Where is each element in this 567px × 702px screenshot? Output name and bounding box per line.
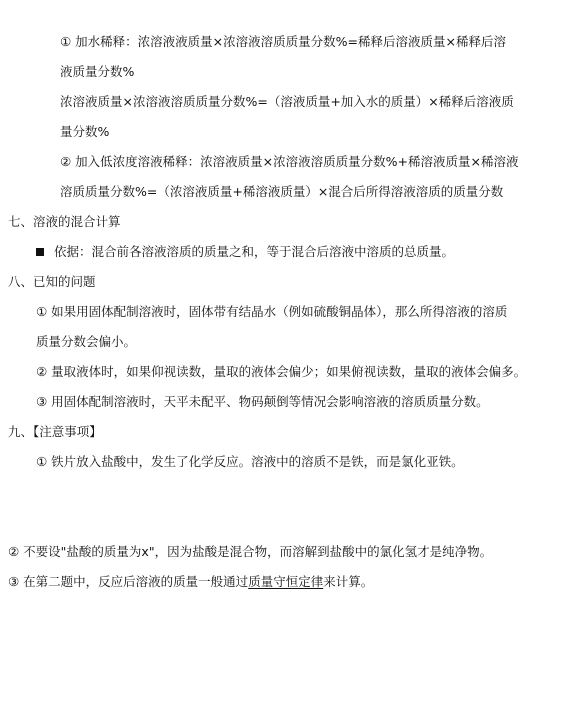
notice-3-text-before: ③ 在第二题中，反应后溶液的质量一般通过 xyxy=(8,574,249,589)
conservation-of-mass-term: 质量守恒定律 xyxy=(248,574,324,589)
notice-3 xyxy=(8,576,373,589)
dilution-solution-line-2: 溶质质量分数%=（浓溶液质量+稀溶液质量）×混合后所得溶液溶质的质量分数 xyxy=(60,184,504,199)
dilution-solution-line-1: ② 加入低浓度溶液稀释：浓溶液质量×浓溶液溶质质量分数%+稀溶液质量×稀溶液 xyxy=(60,154,519,169)
known-issue-3: ③ 用固体配制溶液时，天平未配平、物码颠倒等情况会影响溶液的溶质质量分数。 xyxy=(36,394,489,409)
dilution-water-line-2: 液质量分数% xyxy=(60,64,135,79)
square-bullet-icon xyxy=(36,248,44,256)
dilution-water-line-1: ① 加水稀释：浓溶液液质量×浓溶液溶质质量分数%=稀释后溶液质量×稀释后溶 xyxy=(60,34,506,49)
known-issue-2: ② 量取液体时，如果仰视读数，量取的液体会偏少；如果俯视读数，量取的液体会偏多。 xyxy=(36,364,527,379)
known-issue-1-line-2: 质量分数会偏小。 xyxy=(36,334,137,349)
notice-2: ② 不要设"盐酸的质量为x"，因为盐酸是混合物，而溶解到盐酸中的氯化氢才是纯净物。 xyxy=(8,544,493,559)
section-7-heading: 七、溶液的混合计算 xyxy=(8,214,121,229)
known-issue-1-line-1: ① 如果用固体配制溶液时，固体带有结晶水（例如硫酸铜晶体），那么所得溶液的溶质 xyxy=(36,304,508,319)
section-8-heading: 八、已知的问题 xyxy=(8,274,96,289)
notice-3-text-after: 来计算。 xyxy=(323,574,374,589)
section-9-heading: 九、【注意事项】 xyxy=(8,424,102,439)
section-7-basis-text: 依据：混合前各溶液溶质的质量之和，等于混合后溶液中溶质的总质量。 xyxy=(54,244,455,259)
dilution-water-formula-line-2: 量分数% xyxy=(60,124,110,139)
notice-1: ① 铁片放入盐酸中，发生了化学反应。溶液中的溶质不是铁，而是氯化亚铁。 xyxy=(36,454,464,469)
section-7-bullet-item xyxy=(36,246,454,259)
dilution-water-formula-line-1: 浓溶液质量×浓溶液溶质质量分数%=（溶液质量+加入水的质量）×稀释后溶液质 xyxy=(60,94,514,109)
